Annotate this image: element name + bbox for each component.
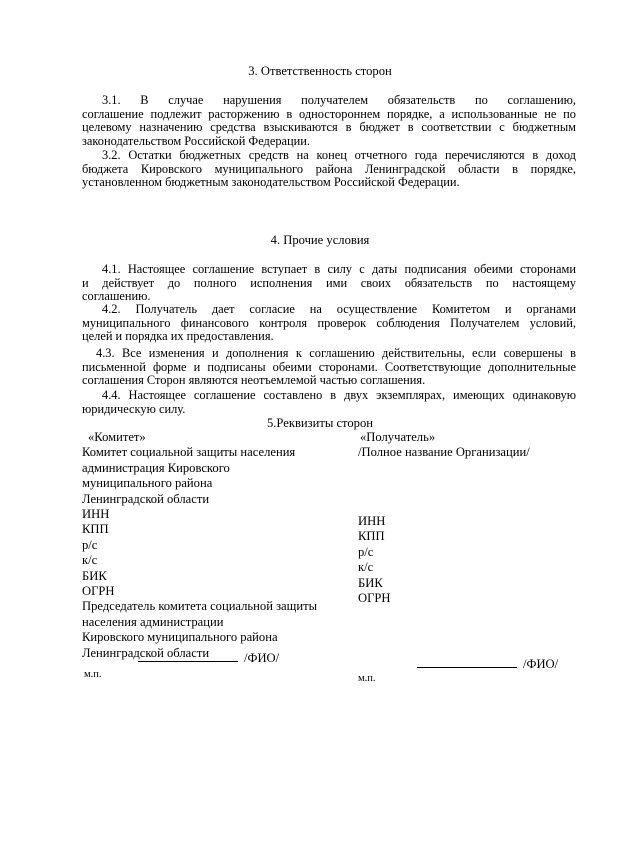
paragraph-3-1 [82, 93, 576, 147]
recipient-inn: ИНН [358, 514, 386, 528]
paragraph-line: установленном бюджетным законодательством Российской Федерации. [82, 175, 460, 189]
committee-chairman-line: населения администрации [82, 614, 224, 629]
paragraph-line: 3.2. Остатки бюджетных средств на конец отчетного года перечисляются в доход [102, 148, 576, 162]
recipient-name: /Полное название Организации/ [358, 445, 530, 460]
committee-fio: /ФИО/ [244, 651, 280, 665]
signature-line [417, 656, 517, 668]
paragraph-line: и действует до полного исполнения ими своих обязательств по настоящему [82, 275, 576, 290]
committee-inn: ИНН [82, 507, 110, 522]
paragraph-line: соглашения Сторон являются неотъемлемой частью соглашения. [82, 373, 426, 387]
paragraph-line: юридическую силу. [82, 401, 186, 416]
recipient-signature [417, 656, 558, 672]
committee-line: Комитет социальной защиты населения [82, 445, 296, 460]
paragraph-line: 4.2. Получатель дает согласие на осуществление Комитетом и органами [102, 302, 576, 316]
committee-corr-account: к/с [82, 553, 98, 568]
paragraph-4-2 [82, 302, 576, 343]
committee-bik: БИК [82, 568, 107, 583]
recipient-requisites [358, 430, 530, 461]
committee-line: Ленинградской области [82, 491, 210, 506]
recipient-seal-mark: м.п. [358, 673, 376, 684]
signature-line [138, 650, 238, 662]
recipient-corr-account: к/с [358, 560, 374, 575]
recipient-bik: БИК [358, 575, 383, 590]
paragraph-4-3 [82, 346, 576, 387]
paragraph-line: целей и порядка их предоставления. [82, 329, 274, 343]
paragraph-4-1 [82, 262, 576, 303]
recipient-fio: /ФИО/ [523, 657, 559, 671]
paragraph-line: бюджета Кировского муниципального района Ленинградской области в порядке, [82, 161, 576, 176]
recipient-kpp: КПП [358, 529, 385, 544]
recipient-header: «Получатель» [360, 430, 436, 444]
paragraph-line: муниципального финансового контроля проверок соблюдения Получателем условий, [82, 315, 576, 330]
section-4-title: 4. Прочие условия [270, 233, 370, 247]
paragraph-line: 3.1. В случае нарушения получателем обязательств по соглашению, [102, 93, 576, 107]
paragraph-line: 4.4. Настоящее соглашение составлено в двух экземплярах, имеющих одинаковую [102, 388, 576, 402]
paragraph-line: письменной форме и подписаны обеими сторонами. Соответствующие дополнительные [82, 359, 576, 374]
committee-chairman-line: Ленинградской области [82, 645, 210, 660]
paragraph-3-2 [82, 148, 576, 189]
committee-requisites [82, 430, 317, 661]
paragraph-line: соглашению. [82, 289, 151, 303]
section-5-title: 5.Реквизиты сторон [266, 416, 374, 430]
paragraph-line: 4.1. Настоящее соглашение вступает в силу с даты подписания обеими сторонами [102, 262, 576, 276]
committee-ogrn: ОГРН [82, 584, 115, 599]
paragraph-line: соглашение подлежит расторжению в одностороннем порядке, а использованные не по [82, 106, 576, 121]
committee-chairman-line: Кировского муниципального района [82, 630, 278, 645]
recipient-account: р/с [358, 544, 374, 559]
paragraph-line: законодательством Российской Федерации. [82, 133, 311, 148]
recipient-codes [358, 514, 390, 606]
committee-line: администрация Кировского [82, 460, 230, 475]
committee-chairman-line: Председатель комитета социальной защиты [82, 599, 318, 614]
paragraph-line: целевому назначению средства взыскиваются в бюджет в соответствии с бюджетным [82, 120, 576, 134]
paragraph-4-4 [82, 388, 576, 415]
committee-header: «Комитет» [88, 430, 146, 444]
committee-signature [138, 650, 279, 666]
committee-account: р/с [82, 537, 98, 552]
paragraph-line: 4.3. Все изменения и дополнения к соглашению действительны, если совершены в [96, 346, 576, 360]
committee-kpp: КПП [82, 522, 109, 537]
recipient-ogrn: ОГРН [358, 591, 391, 606]
committee-line: муниципального района [82, 476, 213, 491]
section-3-title: 3. Ответственность сторон [248, 64, 392, 78]
committee-seal-mark: м.п. [84, 669, 102, 680]
